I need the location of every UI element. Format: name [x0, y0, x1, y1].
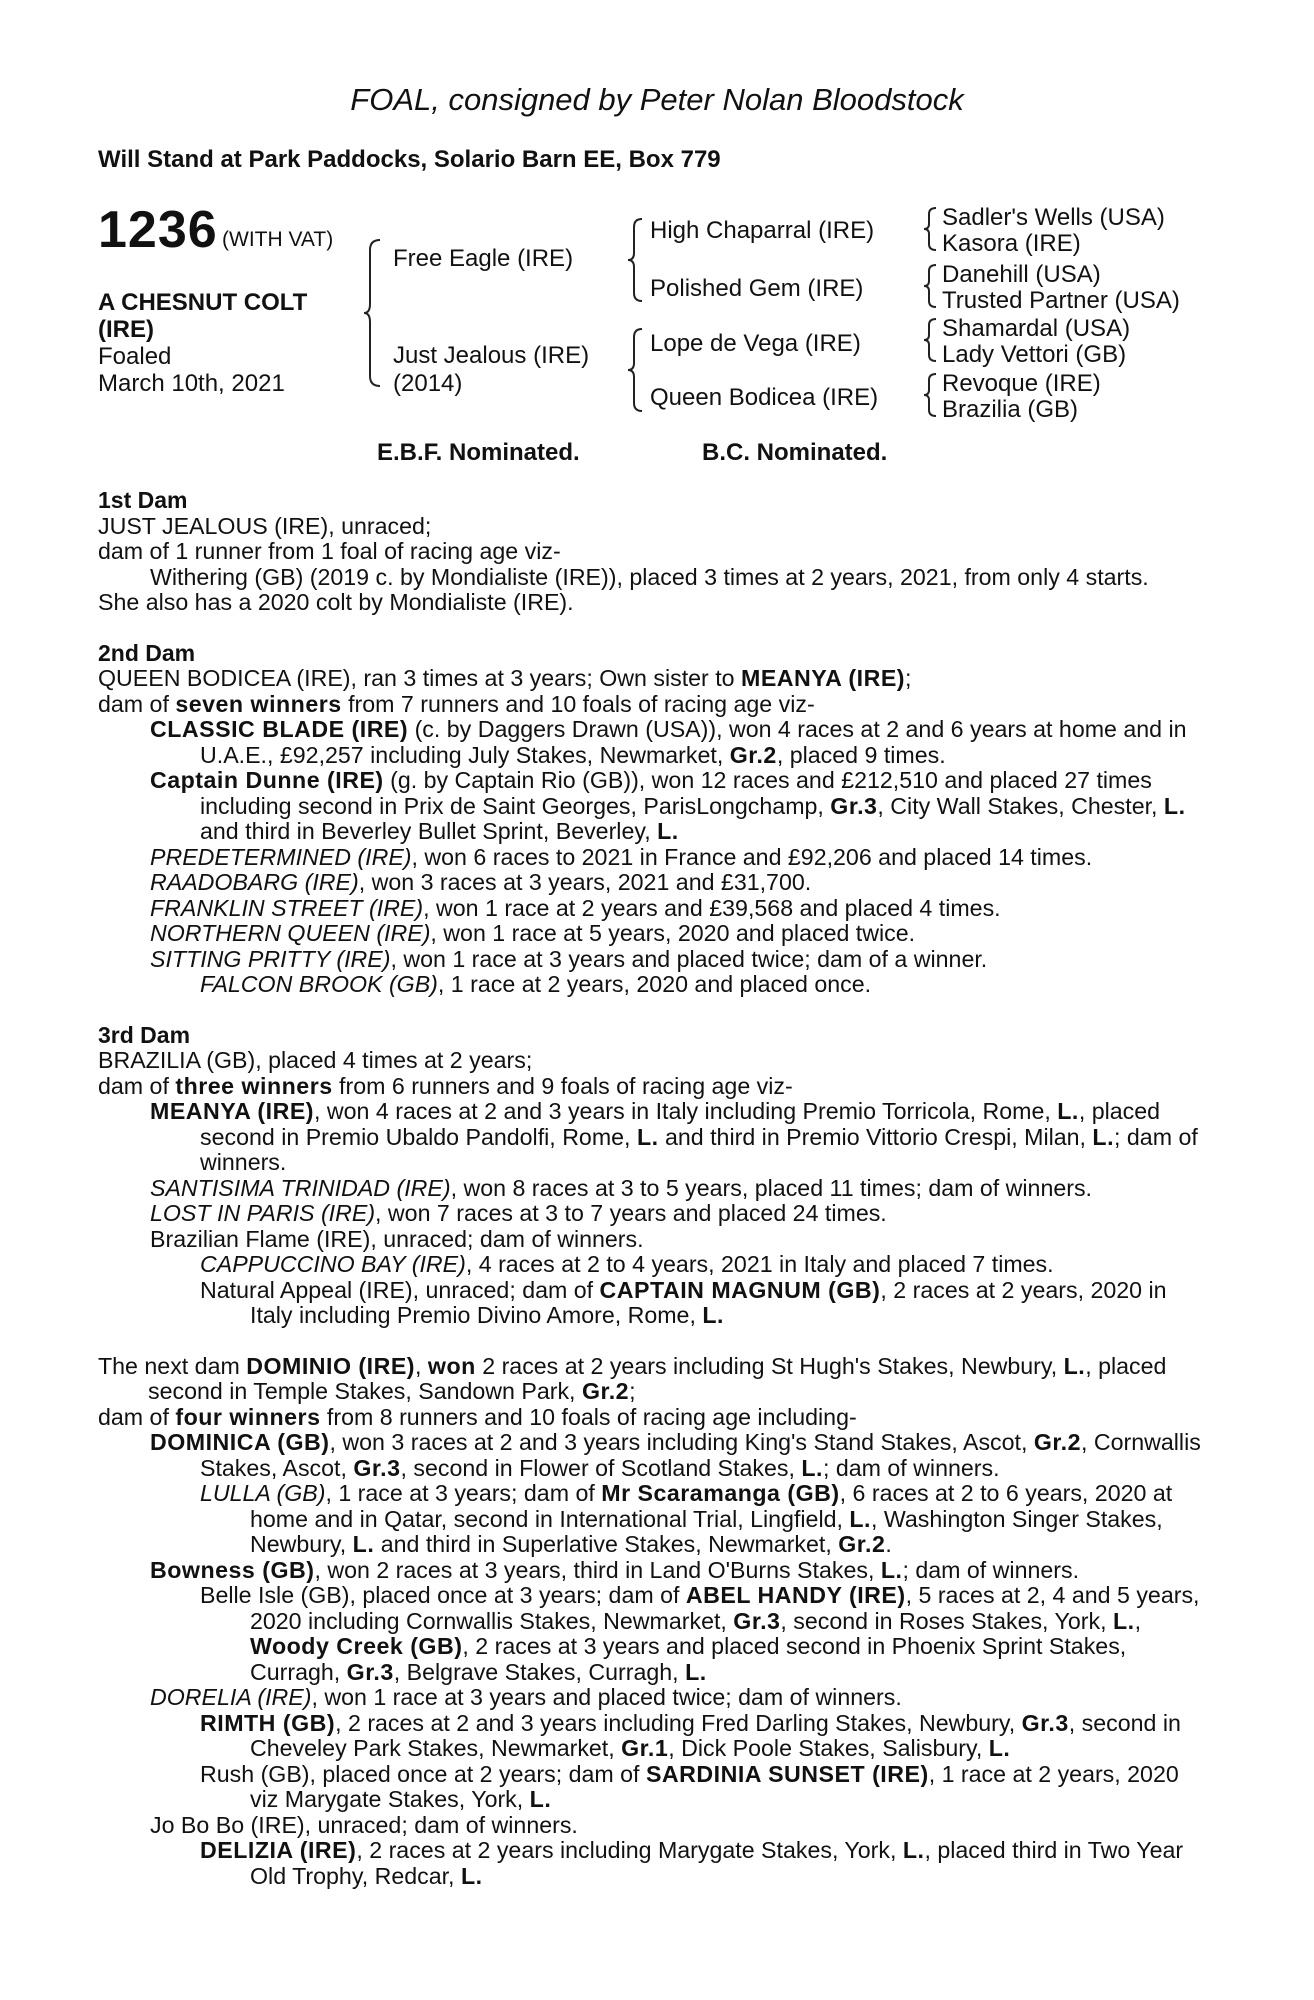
text-run: Bowness (GB) [150, 1556, 315, 1583]
dam2-line [98, 666, 1208, 692]
page-title: FOAL, consigned by Peter Nolan Bloodstock [350, 82, 964, 117]
text-run: DOMINIO (IRE) [246, 1352, 416, 1379]
text-run: SARDINIA SUNSET (IRE) [645, 1760, 929, 1787]
text-run: Gr.2 [1033, 1429, 1081, 1455]
text-run: ; [629, 1378, 636, 1404]
dam3-runner [98, 1176, 1208, 1202]
text-run: , placed 9 times. [776, 741, 946, 768]
dam2-runner [98, 896, 1208, 922]
text-run: LULLA (GB) [200, 1480, 326, 1506]
stand-location: Will Stand at Park Paddocks, Solario Barn EE, Box 779 [98, 146, 721, 173]
vat-note: (WITH VAT) [222, 228, 334, 251]
dam2-runner [98, 870, 1208, 896]
text-run: Gr.2 [838, 1531, 886, 1557]
text-run: CAPTAIN MAGNUM (GB) [599, 1276, 881, 1303]
text-run: Gr.3 [353, 1454, 401, 1481]
dam1-line: JUST JEALOUS (IRE), unraced; [98, 512, 432, 539]
text-run: ; dam of winners. [200, 1123, 1198, 1175]
text-run: , won 6 races to 2021 in France and £92,206 and placed 14 times. [411, 843, 1093, 870]
dam1-heading: 1st Dam [98, 487, 188, 513]
text-run: Gr.3 [1021, 1709, 1069, 1736]
text-run: L. [849, 1505, 871, 1532]
dam1-runner: Withering (GB) (2019 c. by Mondialiste (IRE)), placed 3 times at 2 years, 2021, from only 4 starts. [150, 563, 1149, 590]
foaled-label: Foaled [98, 343, 172, 370]
pedigree-gen3-2: Kasora (IRE) [942, 230, 1081, 257]
next-dam-produce [98, 1762, 1208, 1813]
dam1-line: She also has a 2020 colt by Mondialiste (IRE). [98, 589, 574, 615]
pedigree-gen3-3: Danehill (USA) [942, 261, 1101, 288]
text-run: NORTHERN QUEEN (IRE) [150, 920, 431, 946]
text-run: CLASSIC BLADE (IRE) [150, 716, 409, 742]
text-run: ABEL HANDY (IRE) [685, 1582, 906, 1608]
pedigree-sire: Free Eagle (IRE) [393, 245, 574, 272]
text-run: , placed second in Temple Stakes, Sandown Park, [148, 1352, 1167, 1404]
text-run: , 5 races at 2, 4 and 5 years, 2020 including Cornwallis Stakes, Newmarket, [250, 1582, 1200, 1634]
text-run: . [885, 1531, 892, 1557]
text-run: , City Wall Stakes, Chester, [877, 792, 1164, 819]
text-run: MEANYA (IRE) [150, 1098, 315, 1124]
next-dam-runner [98, 1558, 1208, 1584]
dam3-line [98, 1074, 1208, 1100]
text-run: , won 1 race at 3 years and placed twice; dam of a winner. [390, 945, 988, 972]
text-run: DOMINICA (GB) [150, 1429, 330, 1455]
text-run: Gr.3 [346, 1658, 394, 1685]
text-run: L. [1057, 1098, 1079, 1124]
text-run: SITTING PRITTY (IRE) [150, 945, 391, 972]
text-run: L. [702, 1302, 724, 1328]
next-dam-produce [98, 1583, 1208, 1685]
text-run: , won 1 race at 3 years and placed twice; dam of winners. [311, 1684, 902, 1710]
text-run: L. [1063, 1352, 1086, 1379]
dam3-runner: Brazilian Flame (IRE), unraced; dam of winners. [150, 1225, 644, 1252]
pedigree-gen3-7: Revoque (IRE) [942, 370, 1101, 397]
text-run: from 7 runners and 10 foals of racing age viz- [341, 690, 815, 717]
pedigree-brace-sire [626, 217, 646, 303]
text-run: and third in Superlative Stakes, Newmarket, [374, 1531, 839, 1557]
pedigree-gen3-6: Lady Vettori (GB) [942, 341, 1127, 368]
text-run: , 2 races at 3 years and placed second in Phoenix Sprint Stakes, Curragh, [250, 1633, 1127, 1685]
dam1-line: dam of 1 runner from 1 foal of racing age viz- [98, 538, 561, 564]
colt-title: A CHESNUT COLT [98, 289, 308, 316]
pedigree-brace-g3-2 [922, 263, 938, 309]
text-run: , 2 races at 2 and 3 years including Fred Darling Stakes, Newbury, [335, 1709, 1022, 1736]
text-run: L. [685, 1658, 707, 1685]
text-run: Belle Isle (GB), placed once at 3 years; dam of [200, 1582, 686, 1608]
text-run: from 6 runners and 9 foals of racing age viz- [332, 1072, 793, 1099]
text-run: , 1 race at 2 years, 2020 viz Marygate Stakes, York, [250, 1760, 1179, 1812]
text-run: L. [460, 1862, 483, 1889]
dam3-produce [98, 1252, 1208, 1278]
dam2-runner [98, 717, 1208, 768]
text-run: , Cornwallis Stakes, Ascot, [200, 1429, 1201, 1481]
text-run: Gr.3 [830, 792, 878, 819]
text-run: L. [801, 1454, 823, 1481]
dam3-line: BRAZILIA (GB), placed 4 times at 2 years; [98, 1047, 533, 1073]
text-run: RAADOBARG (IRE) [150, 869, 359, 895]
text-run: dam of [98, 1403, 176, 1430]
text-run: and third in Beverley Bullet Sprint, Beverley, [200, 818, 658, 844]
dam2-runner [98, 921, 1208, 947]
text-run: , Dick Poole Stakes, Salisbury, [668, 1735, 989, 1761]
text-run: L. [352, 1531, 375, 1557]
pedigree-gen2-4: Queen Bodicea (IRE) [650, 384, 879, 411]
text-run: 2 races at 2 years including St Hugh's Stakes, Newbury, [475, 1352, 1064, 1379]
text-run: , [415, 1352, 428, 1379]
text-run: and third in Premio Vittorio Crespi, Milan, [658, 1123, 1093, 1150]
pedigree-dam: Just Jealous (IRE) [393, 342, 590, 369]
next-dam-produce [98, 1838, 1208, 1889]
text-run: L. [636, 1123, 659, 1150]
lot-description [98, 289, 378, 397]
pedigree-dam-year: (2014) [393, 370, 463, 397]
dam3-runner [98, 1099, 1208, 1176]
text-run: FRANKLIN STREET (IRE) [150, 894, 424, 921]
next-dam-runner [98, 1685, 1208, 1711]
text-run: L. [529, 1786, 552, 1812]
text-run: L. [988, 1735, 1011, 1761]
dam2-heading: 2nd Dam [98, 639, 196, 666]
text-run: Gr.1 [621, 1735, 669, 1761]
next-dam-produce [98, 1481, 1208, 1558]
text-run: L. [880, 1556, 903, 1583]
text-run: , won 4 races at 2 and 3 years in Italy including Premio Torricola, Rome, [314, 1098, 1058, 1124]
text-run: Gr.2 [581, 1378, 630, 1404]
text-run: L. [1092, 1123, 1115, 1150]
text-run: , 6 races at 2 to 6 years, 2020 at home and in Qatar, second in International Trial, Lingfield, [250, 1480, 1173, 1532]
text-run: seven winners [175, 690, 342, 717]
text-run: ; [905, 665, 912, 691]
catalogue-body [98, 488, 1208, 1889]
text-run: Gr.2 [729, 741, 777, 768]
pedigree-gen3-4: Trusted Partner (USA) [942, 287, 1180, 314]
pedigree-gen3-5: Shamardal (USA) [942, 315, 1131, 342]
text-run: , 2 races at 2 years including Marygate Stakes, York, [356, 1837, 903, 1863]
text-run: QUEEN BODICEA (IRE), ran 3 times at 3 years; Own sister to [98, 665, 741, 691]
dam3-produce [98, 1278, 1208, 1329]
ebf-nominated: E.B.F. Nominated. [377, 439, 580, 466]
text-run: four winners [175, 1403, 321, 1430]
text-run: Captain Dunne (IRE) [150, 767, 384, 793]
pedigree-brace-g3-3 [922, 317, 938, 363]
text-run: , second in Roses Stakes, York, [780, 1607, 1113, 1634]
pedigree-gen2-2: Polished Gem (IRE) [650, 275, 864, 302]
pedigree-gen2-1: High Chaparral (IRE) [650, 217, 875, 244]
text-run: , won 3 races at 3 years, 2021 and £31,700. [358, 869, 812, 895]
text-run: Natural Appeal (IRE), unraced; dam of [200, 1276, 600, 1303]
text-run: , second in Flower of Scotland Stakes, [400, 1454, 802, 1481]
dam3-runner [98, 1201, 1208, 1227]
text-run: , [1134, 1607, 1142, 1634]
lot-number: 1236 [98, 201, 218, 259]
next-dam-line [98, 1354, 1208, 1405]
text-run: , won 1 race at 5 years, 2020 and placed twice. [430, 920, 916, 946]
text-run: L. [657, 818, 679, 844]
text-run: SANTISIMA TRINIDAD (IRE) [150, 1174, 451, 1201]
next-dam-produce [98, 1711, 1208, 1762]
text-run: , Belgrave Stakes, Curragh, [393, 1658, 686, 1685]
text-run: RIMTH (GB) [200, 1709, 336, 1736]
text-run: , second in Cheveley Park Stakes, Newmarket, [250, 1709, 1181, 1761]
text-run: L. [1163, 792, 1186, 819]
dam2-runner [98, 768, 1208, 845]
text-run: dam of [98, 1072, 176, 1099]
text-run: L. [1112, 1607, 1135, 1634]
pedigree-brace-dam [626, 327, 646, 413]
text-run: , won 1 race at 2 years and £39,568 and placed 4 times. [423, 894, 1001, 921]
text-run: from 8 runners and 10 foals of racing age including- [320, 1403, 857, 1430]
pedigree-gen3-8: Brazilia (GB) [942, 396, 1079, 423]
text-run: ; dam of winners. [902, 1556, 1080, 1583]
text-run: , 1 race at 2 years, 2020 and placed once. [437, 971, 872, 997]
text-run: , placed second in Premio Ubaldo Pandolfi, Rome, [200, 1098, 1161, 1150]
text-run: The next dam [98, 1352, 247, 1379]
dam2-produce [98, 972, 1208, 998]
text-run: , Washington Singer Stakes, Newbury, [250, 1505, 1163, 1557]
text-run: , won 3 races at 2 and 3 years including King's Stand Stakes, Ascot, [329, 1429, 1034, 1455]
colt-origin: (IRE) [98, 316, 154, 343]
text-run: Woody Creek (GB) [250, 1633, 463, 1659]
text-run: Gr.3 [733, 1607, 781, 1634]
next-dam-line [98, 1405, 1208, 1431]
dam3-heading: 3rd Dam [98, 1021, 191, 1048]
foaled-date: March 10th, 2021 [98, 370, 285, 397]
text-run: Mr Scaramanga (GB) [601, 1480, 840, 1506]
text-run: , 4 races at 2 to 4 years, 2021 in Italy and placed 7 times. [465, 1251, 1054, 1277]
text-run: three winners [175, 1072, 333, 1099]
text-run: Rush (GB), placed once at 2 years; dam of [200, 1760, 646, 1787]
text-run: , won 7 races at 3 to 7 years and placed 24 times. [375, 1200, 887, 1226]
text-run: , 1 race at 3 years; dam of [325, 1480, 602, 1506]
text-run: (c. by Daggers Drawn (USA)), won 4 races at 2 and 6 years at home and in U.A.E., £92,257 including July Stakes, Newmarket, [200, 716, 1187, 768]
pedigree-brace-main [362, 238, 386, 388]
text-run: CAPPUCCINO BAY (IRE) [200, 1251, 466, 1277]
text-run: (g. by Captain Rio (GB)), won 12 races and £212,510 and placed 27 times including second in Prix de Saint Georges, ParisLongchamp, [200, 767, 1152, 819]
text-run: , won 8 races at 3 to 5 years, placed 11 times; dam of winners. [450, 1174, 1092, 1201]
text-run: , 2 races at 2 years, 2020 in Italy including Premio Divino Amore, Rome, [250, 1276, 1167, 1328]
dam2-runner [98, 947, 1208, 973]
text-run: LOST IN PARIS (IRE) [150, 1200, 376, 1226]
next-dam-runner [98, 1430, 1208, 1481]
text-run: DORELIA (IRE) [150, 1684, 312, 1710]
dam2-line [98, 692, 1208, 718]
text-run: L. [902, 1837, 925, 1863]
text-run: FALCON BROOK (GB) [200, 971, 438, 997]
pedigree-gen2-3: Lope de Vega (IRE) [650, 330, 861, 357]
text-run: ; dam of winners. [822, 1454, 1000, 1481]
text-run: DELIZIA (IRE) [200, 1837, 357, 1863]
pedigree-gen3-1: Sadler's Wells (USA) [942, 204, 1165, 231]
bc-nominated: B.C. Nominated. [702, 439, 888, 466]
text-run: won [427, 1352, 476, 1379]
text-run: , won 2 races at 3 years, third in Land O'Burns Stakes, [314, 1556, 881, 1583]
next-dam-runner: Jo Bo Bo (IRE), unraced; dam of winners. [150, 1811, 578, 1838]
text-run: MEANYA (IRE) [741, 665, 906, 691]
text-run: PREDETERMINED (IRE) [150, 843, 412, 870]
pedigree-brace-g3-4 [922, 372, 938, 418]
text-run: , placed third in Two Year Old Trophy, Redcar, [250, 1837, 1184, 1889]
text-run: dam of [98, 690, 176, 717]
dam2-runner [98, 845, 1208, 871]
pedigree-brace-g3-1 [922, 206, 938, 252]
